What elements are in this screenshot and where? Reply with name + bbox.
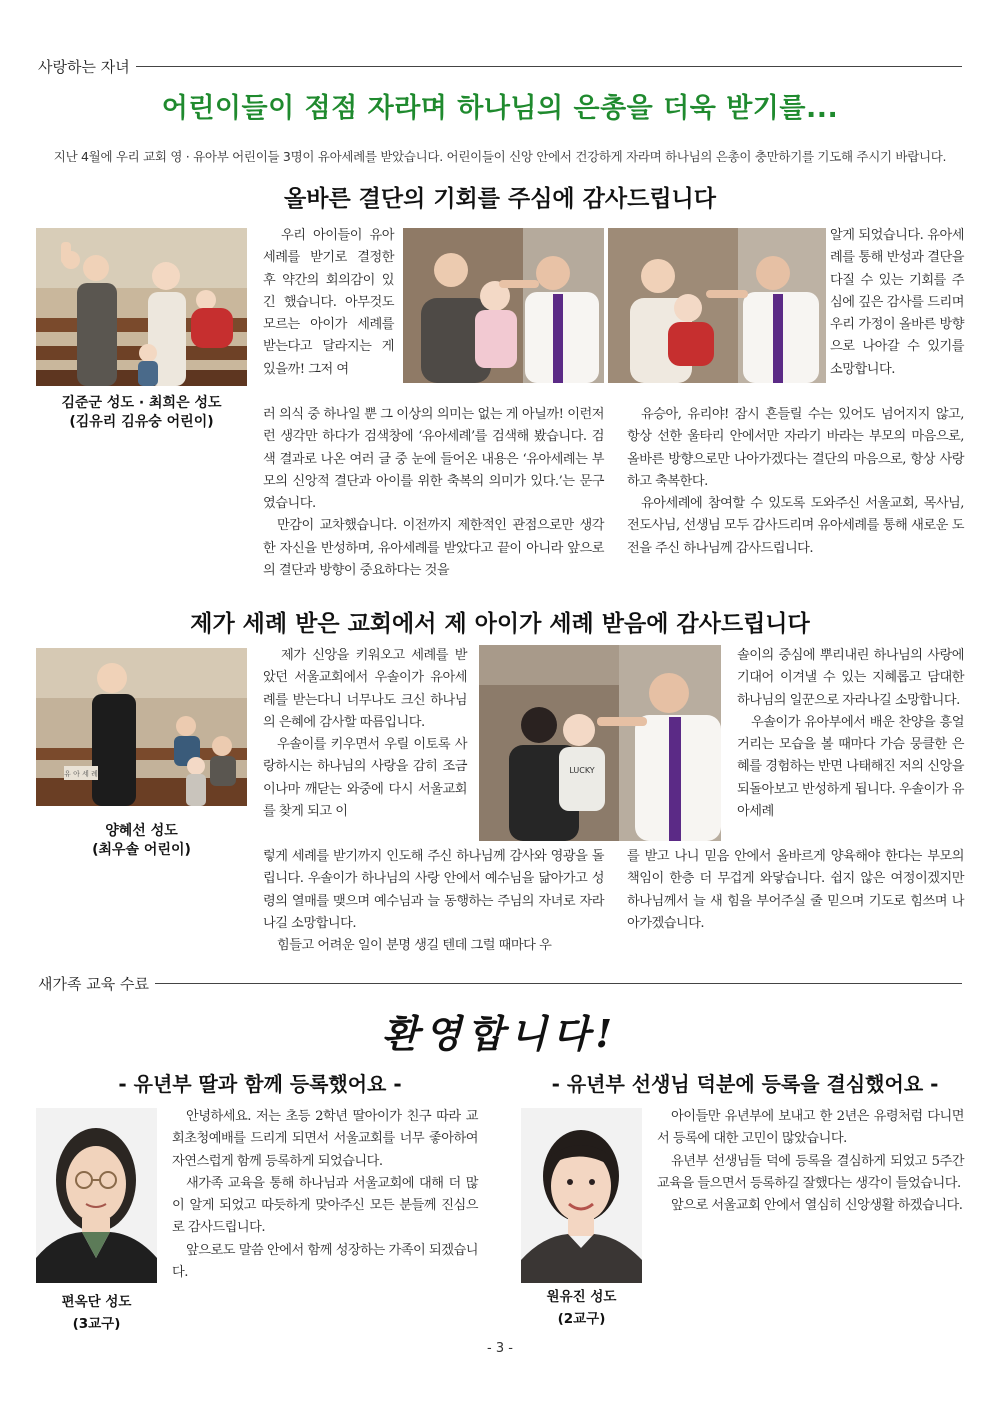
paragraph: 아이들만 유년부에 보내고 한 2년은 유령처럼 다니면서 등록에 대한 고민이 많았습니다. — [657, 1109, 964, 1147]
member-title: - 유년부 선생님 덕분에 등록을 결심했어요 - — [551, 1072, 939, 1096]
baptism-photo-mother — [608, 228, 826, 383]
paragraph: 새가족 교육을 통해 하나님과 서울교회에 대해 더 많이 알게 되었고 따듯하게 맞아주신 모든 분들께 진심으로 감사드립니다. — [172, 1175, 478, 1236]
paragraph: 렇게 세례를 받기까지 인도해 주신 하나님께 감사와 영광을 돌립니다. 우솔이가 하나님의 사랑 안에서 예수님을 닮아가고 성령의 열매를 맺으며 예수님과 늘 동행하는 주님의 자녀로 자라나길 소망합니다. — [263, 849, 604, 931]
caption-names: 김준군 성도 · 최희은 성도 — [61, 395, 222, 411]
story2-col2-bottom — [627, 846, 964, 935]
story1-col2-bottom — [627, 404, 964, 560]
paragraph: 만감이 교차했습니다. 이전까지 제한적인 관점으로만 생각한 자신을 반성하며, 유아세례를 받았다고 끝이 아니라 앞으로의 결단과 방향이 중요하다는 것을 — [263, 518, 604, 579]
member-district: (2교구) — [557, 1311, 606, 1327]
caption-children: (최우솔 어린이) — [92, 842, 191, 858]
paragraph: 우솔이를 키우면서 우릴 이토록 사랑하시는 하나님의 사랑을 감히 조금이나마 깨닫는 와중에 다시 서울교회를 찾게 되고 이 — [263, 737, 467, 820]
caption-children: (김유리 김유숭 어린이) — [69, 414, 214, 430]
member-name: 원유진 성도 — [546, 1289, 617, 1305]
member1-text — [172, 1106, 478, 1284]
paragraph: 알게 되었습니다. 유아세례를 통해 반성과 결단을 다질 수 있는 기회를 주심에 깊은 감사를 드리며 우리 가정이 올바른 방향으로 나아갈 수 있기를 소망합니다. — [830, 228, 964, 377]
page-headline: 어린이들이 점점 자라며 하나님의 은총을 더욱 받기를... — [161, 93, 839, 124]
member-title: - 유년부 딸과 함께 등록했어요 - — [118, 1072, 402, 1096]
paragraph: 유년부 선생님들 덕에 등록을 결심하게 되었고 5주간 교육을 들으면서 등록하길 잘했다는 생각이 들었습니다. — [657, 1153, 964, 1191]
story-title: 제가 세례 받은 교회에서 제 아이가 세례 받음에 감사드립니다 — [190, 611, 810, 637]
paragraph: 안녕하세요. 저는 초등 2학년 딸아이가 친구 따라 교회초청예배를 드리게 되면서 서울교회를 너무 좋아하여 자연스럽게 함께 등록하게 되었습니다. — [172, 1109, 478, 1169]
paragraph: 우리 아이들이 유아세례를 받기로 결정한 후 약간의 회의감이 있긴 했습니다. 아무것도 모르는 아이가 세례를 받는다고 달라지는 게 있을까! 그저 여 — [263, 228, 394, 377]
baptism-photo-child — [479, 645, 721, 841]
paragraph: 솔이의 중심에 뿌리내린 하나님의 사랑에 기대어 이겨낼 수 있는 지혜롭고 담대한 하나님의 일꾼으로 자라나길 소망합니다. — [737, 648, 964, 708]
photo-caption — [36, 822, 247, 860]
paragraph: 유승아, 유리야! 잠시 흔들릴 수는 있어도 넘어지지 않고, 항상 선한 울타리 안에서만 자라기 바라는 부모의 마음으로, 올바른 방향으로만 나아가겠다는 결단의 마음으로, 항상 사랑하고 축복한다. — [627, 407, 964, 489]
paragraph: 앞으로도 말씀 안에서 함께 성장하는 가족이 되겠습니다. — [172, 1242, 478, 1281]
story1-col1-top — [263, 225, 394, 381]
story2-col1-top — [263, 645, 467, 823]
photo-caption — [36, 394, 247, 432]
baptism-photo-father — [403, 228, 604, 383]
member-caption — [521, 1286, 642, 1330]
paragraph: 제가 신앙을 키워오고 세례를 받았던 서울교회에서 우솔이가 유아세례를 받는다니 너무나도 크신 하나님의 은혜에 감사할 따름입니다. — [263, 648, 467, 730]
welcome-title: 환영합니다! — [381, 1011, 619, 1056]
member-portrait — [36, 1108, 157, 1283]
shirt-text: LUCKY — [569, 766, 595, 775]
member2-text — [657, 1106, 964, 1217]
name-plate: 유 아 세 례 — [64, 770, 98, 778]
story1-col1-bottom — [263, 404, 604, 582]
member-name: 편옥단 성도 — [61, 1294, 132, 1310]
section-divider — [38, 983, 962, 984]
paragraph: 를 받고 나니 믿음 안에서 올바르게 양육해야 한다는 부모의 책임이 한층 더 무겁게 와닿습니다. 쉽지 않은 여정이겠지만 하나님께서 늘 새 힘을 부어주실 줄 믿으며 기도로 힘쓰며 나아가겠습니다. — [627, 849, 964, 931]
mother-photo — [36, 648, 247, 806]
section-divider — [38, 66, 962, 67]
story-title: 올바른 결단의 기회를 주심에 감사드립니다 — [284, 186, 716, 212]
paragraph: 러 의식 중 하나일 뿐 그 이상의 의미는 없는 게 아닐까! 이런저런 생각만 하다가 검색창에 ‘유아세례’를 검색해 봤습니다. 검색 결과로 나온 여러 글 중 눈에 들어온 내용은 ‘유아세례는 부모의 신앙적 결단과 아이를 위한 축복의 의미가 있다.’는 문구였습니다. — [263, 407, 604, 512]
caption-names: 양혜선 성도 — [105, 823, 178, 839]
member-caption — [36, 1291, 157, 1335]
section-label: 새가족 교육 수료 — [38, 973, 155, 994]
story2-col3-top — [737, 645, 964, 823]
member-portrait — [521, 1108, 642, 1283]
member-district: (3교구) — [72, 1316, 121, 1332]
story2-col1-bottom — [263, 846, 604, 957]
story1-col3-top — [830, 225, 964, 381]
paragraph: 힘들고 어려운 일이 분명 생길 텐데 그럴 때마다 우 — [277, 938, 552, 954]
paragraph: 앞으로 서울교회 안에서 열심히 신앙생활 하겠습니다. — [671, 1198, 963, 1214]
intro-text: 지난 4월에 우리 교회 영 · 유아부 어린이들 3명이 유아세례를 받았습니다. 어린이들이 신앙 안에서 건강하게 자라며 하나님의 은총이 충만하기를 기도해 주시기 바랍니다. — [53, 149, 947, 164]
paragraph: 유아세례에 참여할 수 있도록 도와주신 서울교회, 목사님, 전도사님, 선생님 모두 감사드리며 유아세례를 통해 새로운 도전을 주신 하나님께 감사드립니다. — [627, 496, 964, 556]
page-number: - 3 - — [487, 1341, 513, 1356]
section-label: 사랑하는 자녀 — [38, 56, 136, 77]
family-photo — [36, 228, 247, 386]
paragraph: 우솔이가 유아부에서 배운 찬양을 흥얼거리는 모습을 볼 때마다 가슴 뭉클한 은혜를 경험하는 반면 나태해진 저의 신앙을 되돌아보고 반성하게 됩니다. 우솔이가 유아세례 — [737, 714, 964, 820]
